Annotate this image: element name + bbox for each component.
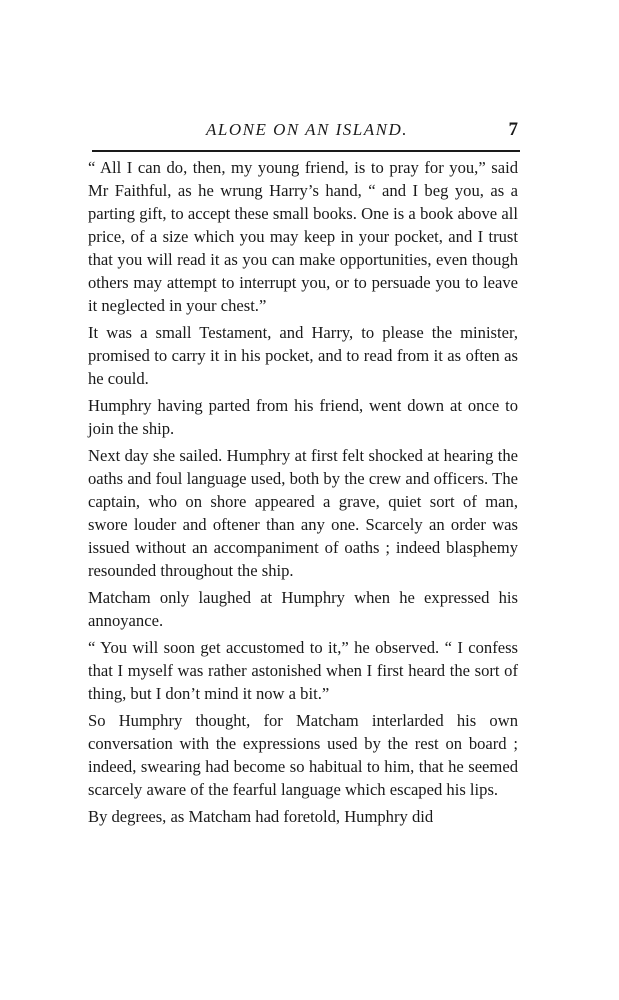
body-text [88,156,518,832]
page-number: 7 [508,119,518,140]
paragraph: It was a small Testament, and Harry, to please the minister, promised to carry it in his pocket, and to read from it as often as he could. [88,323,518,388]
paragraph: Humphry having parted from his friend, went down at once to join the ship. [88,396,518,438]
paragraph: So Humphry thought, for Matcham interlarded his own conversation with the expressions used by the rest on board ; indeed, swearing had become so habitual to him, that he seemed scarcely aware of the fearful language which escaped his lips. [88,711,518,799]
paragraph: By degrees, as Matcham had foretold, Humphry did [88,807,434,826]
paragraph: Next day she sailed. Humphry at first felt shocked at hearing the oaths and foul language used, both by the crew and officers. The captain, who on shore appeared a grave, quiet sort of man, swore louder and oftener than any one. Scarcely an order was issued without an accompaniment of oaths ; indeed blasphemy resounded throughout the ship. [88,446,518,580]
header-rule [92,150,520,152]
paragraph: “ You will soon get accustomed to it,” he observed. “ I confess that I myself was rather astonished when I first heard the sort of thing, but I don’t mind it now a bit.” [88,638,518,703]
running-title: ALONE ON AN ISLAND. [206,120,408,139]
running-head [92,120,522,150]
paragraph: “ All I can do, then, my young friend, is to pray for you,” said Mr Faithful, as he wrung Harry’s hand, “ and I beg you, as a parting gift, to accept these small books. One is a book above all price, of a size which you may keep in your pocket, and I trust that you will read it as you can make opportunities, even though others may attempt to interrupt you, or to persuade you to leave it neglected in your chest.” [88,158,518,315]
paragraph: Matcham only laughed at Humphry when he expressed his annoyance. [88,588,518,630]
